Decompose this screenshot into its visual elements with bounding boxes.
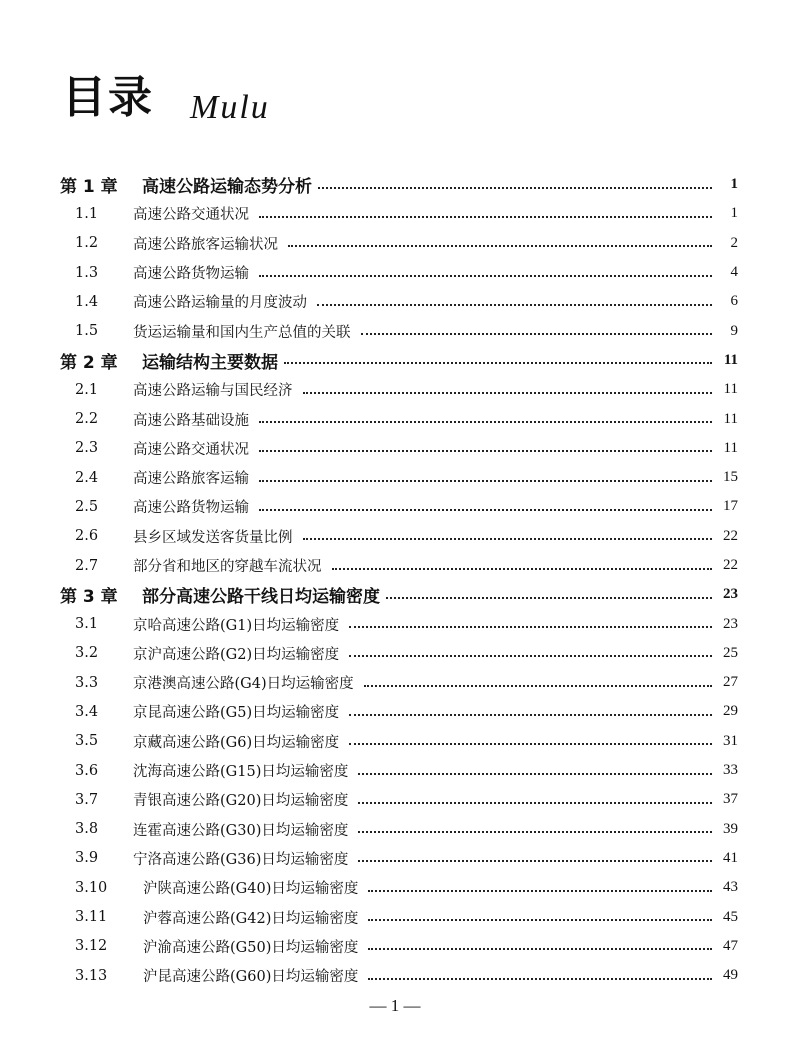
toc-entry-number: 3.4 <box>75 703 99 720</box>
toc-section-entry[interactable] <box>58 844 738 873</box>
toc-entry-number: 2.1 <box>75 381 99 398</box>
dot-leader <box>349 714 712 716</box>
toc-entry-number: 3.3 <box>75 674 99 691</box>
dot-leader <box>368 978 712 980</box>
toc-entry-number: 3.1 <box>75 616 99 633</box>
toc-entry-page: 11 <box>723 439 738 456</box>
toc-entry-number: 3.5 <box>75 733 99 750</box>
toc-entry-number: 2.6 <box>75 528 99 545</box>
toc-section-entry[interactable] <box>58 961 738 990</box>
toc-entry-title: 高速公路运输态势分析 <box>142 177 312 198</box>
toc-entry-page: 2 <box>730 234 738 251</box>
toc-entry-number: 2.7 <box>75 557 99 574</box>
toc-entry-title: 部分高速公路干线日均运输密度 <box>142 587 380 608</box>
dot-leader <box>358 802 712 804</box>
toc-entry-number: 1.1 <box>75 205 99 222</box>
dot-leader <box>259 216 712 218</box>
page-title-pinyin: Mulu <box>190 89 270 126</box>
toc-entry-page: 49 <box>723 967 738 984</box>
toc-entry-title: 京藏高速公路(G6)日均运输密度 <box>133 734 340 751</box>
toc-entry-number: 3.13 <box>75 967 108 984</box>
toc-entry-number: 第 3 章 <box>60 587 118 608</box>
toc-section-entry[interactable] <box>58 697 738 726</box>
toc-entry-title: 沪蓉高速公路(G42)日均运输密度 <box>143 910 359 927</box>
dot-leader <box>303 538 713 540</box>
toc-entry-title: 高速公路旅客运输 <box>133 471 249 488</box>
toc-entry-title: 沈海高速公路(G15)日均运输密度 <box>133 764 349 781</box>
dot-leader <box>361 333 713 335</box>
toc-entry-number: 3.11 <box>75 909 108 926</box>
toc-section-entry[interactable] <box>58 551 738 580</box>
dot-leader <box>288 245 712 247</box>
toc-entry-title: 高速公路货物运输 <box>133 266 249 283</box>
toc-entry-number: 1.3 <box>75 264 99 281</box>
toc-entry-page: 22 <box>723 557 738 573</box>
toc-section-entry[interactable] <box>58 522 738 551</box>
dot-leader <box>259 421 712 423</box>
toc-entry-title: 货运运输量和国内生产总值的关联 <box>133 324 351 341</box>
toc-entry-title: 京昆高速公路(G5)日均运输密度 <box>133 705 340 722</box>
toc-section-entry[interactable] <box>58 756 738 785</box>
toc-section-entry[interactable] <box>58 727 738 756</box>
toc-entry-page: 27 <box>723 674 738 691</box>
dot-leader <box>349 655 712 657</box>
toc-entry-title: 沪昆高速公路(G60)日均运输密度 <box>143 969 359 986</box>
dot-leader <box>358 831 712 833</box>
toc-entry-title: 沪渝高速公路(G50)日均运输密度 <box>143 939 359 956</box>
toc-entry-page: 11 <box>723 381 738 398</box>
toc-section-entry[interactable] <box>58 668 738 697</box>
toc-entry-title: 高速公路运输与国民经济 <box>133 383 293 400</box>
toc-entry-title: 宁洛高速公路(G36)日均运输密度 <box>133 851 349 868</box>
toc-entry-page: 41 <box>723 849 738 866</box>
dot-leader <box>358 860 712 862</box>
toc-entry-page: 37 <box>723 791 738 808</box>
toc-entry-number: 第 2 章 <box>60 352 118 373</box>
toc-entry-number: 2.5 <box>75 498 99 515</box>
toc-chapter-entry[interactable] <box>58 580 738 609</box>
toc-entry-number: 3.6 <box>75 762 99 779</box>
dot-leader <box>259 450 712 452</box>
toc-entry-page: 23 <box>723 615 738 632</box>
toc-section-entry[interactable] <box>58 258 738 287</box>
toc-entry-page: 23 <box>723 586 738 603</box>
toc-entry-page: 22 <box>723 527 738 544</box>
toc-entry-title: 高速公路基础设施 <box>133 412 249 429</box>
toc-entry-title: 高速公路交通状况 <box>133 207 249 224</box>
dot-leader <box>358 773 712 775</box>
toc-chapter-entry[interactable] <box>58 170 738 199</box>
dot-leader <box>332 568 713 570</box>
toc-section-entry[interactable] <box>58 199 738 228</box>
toc-section-entry[interactable] <box>58 609 738 638</box>
toc-entry-page: 11 <box>723 410 738 427</box>
toc-entry-number: 3.12 <box>75 938 108 955</box>
dot-leader <box>259 509 712 511</box>
toc-entry-title: 京哈高速公路(G1)日均运输密度 <box>133 617 340 634</box>
toc-entry-page: 6 <box>730 293 738 310</box>
toc-section-entry[interactable] <box>58 404 738 433</box>
toc-section-entry[interactable] <box>58 434 738 463</box>
toc-entry-title: 高速公路交通状况 <box>133 441 249 458</box>
dot-leader <box>349 626 712 628</box>
toc-entry-page: 43 <box>723 879 738 896</box>
toc-entry-title: 高速公路货物运输 <box>133 500 249 517</box>
toc-entry-title: 沪陕高速公路(G40)日均运输密度 <box>143 881 359 898</box>
toc-entry-title: 部分省和地区的穿越车流状况 <box>133 559 322 575</box>
page-number: — 1 — <box>369 996 421 1015</box>
toc-section-entry[interactable] <box>58 785 738 814</box>
dot-leader <box>318 187 712 189</box>
toc-section-entry[interactable] <box>58 873 738 902</box>
toc-section-entry[interactable] <box>58 463 738 492</box>
toc-entry-title: 运输结构主要数据 <box>142 352 278 373</box>
toc-entry-page: 4 <box>730 264 738 281</box>
toc-entry-number: 1.5 <box>75 323 99 340</box>
toc-entry-number: 1.4 <box>75 293 99 310</box>
dot-leader <box>349 743 712 745</box>
toc-entry-number: 2.3 <box>75 440 99 457</box>
dot-leader <box>364 685 712 687</box>
toc-section-entry[interactable] <box>58 229 738 258</box>
toc-entry-number: 3.8 <box>75 821 99 838</box>
toc-entry-title: 京沪高速公路(G2)日均运输密度 <box>133 646 340 663</box>
toc-section-entry[interactable] <box>58 902 738 931</box>
toc-section-entry[interactable] <box>58 639 738 668</box>
toc-entry-title: 连霍高速公路(G30)日均运输密度 <box>133 822 349 839</box>
toc-entry-number: 第 1 章 <box>60 177 118 198</box>
dot-leader <box>284 362 712 364</box>
toc-entry-page: 11 <box>723 351 738 368</box>
toc-entry-title: 高速公路旅客运输状况 <box>133 236 278 253</box>
dot-leader <box>386 597 712 599</box>
toc-entry-page: 25 <box>723 644 738 661</box>
toc-entry-title: 县乡区域发送客货量比例 <box>133 529 293 546</box>
page-title: 目录 <box>62 72 154 123</box>
toc-entry-page: 29 <box>723 703 738 720</box>
toc-section-entry[interactable] <box>58 492 738 521</box>
toc-entry-title: 京港澳高速公路(G4)日均运输密度 <box>133 676 354 693</box>
toc-entry-number: 3.9 <box>75 850 99 867</box>
toc-entry-page: 47 <box>723 937 738 954</box>
toc-entry-page: 39 <box>723 820 738 837</box>
toc-entry-number: 1.2 <box>75 235 99 252</box>
dot-leader <box>259 480 712 482</box>
toc-section-entry[interactable] <box>58 316 738 345</box>
toc-entry-number: 3.2 <box>75 645 99 662</box>
toc-entry-title: 青银高速公路(G20)日均运输密度 <box>133 793 349 810</box>
dot-leader <box>368 948 712 950</box>
dot-leader <box>368 919 712 921</box>
toc-section-entry[interactable] <box>58 815 738 844</box>
toc-entry-page: 45 <box>723 908 738 925</box>
dot-leader <box>317 304 712 306</box>
toc-entry-page: 15 <box>723 469 738 486</box>
dot-leader <box>303 392 713 394</box>
toc-entry-page: 1 <box>730 176 738 193</box>
table-of-contents <box>58 170 738 990</box>
toc-chapter-entry[interactable] <box>58 346 738 375</box>
dot-leader <box>368 890 712 892</box>
toc-entry-page: 31 <box>723 732 738 749</box>
toc-entry-title: 高速公路运输量的月度波动 <box>133 295 307 312</box>
dot-leader <box>259 275 712 277</box>
toc-entry-page: 1 <box>730 205 738 222</box>
toc-entry-page: 33 <box>723 762 738 779</box>
toc-entry-number: 3.7 <box>75 791 99 808</box>
toc-entry-number: 2.2 <box>75 411 99 428</box>
toc-entry-number: 2.4 <box>75 469 99 486</box>
toc-entry-number: 3.10 <box>75 879 108 896</box>
toc-entry-page: 9 <box>730 322 738 339</box>
toc-section-entry[interactable] <box>58 932 738 961</box>
toc-section-entry[interactable] <box>58 375 738 404</box>
toc-entry-page: 17 <box>723 498 738 515</box>
toc-section-entry[interactable] <box>58 287 738 316</box>
